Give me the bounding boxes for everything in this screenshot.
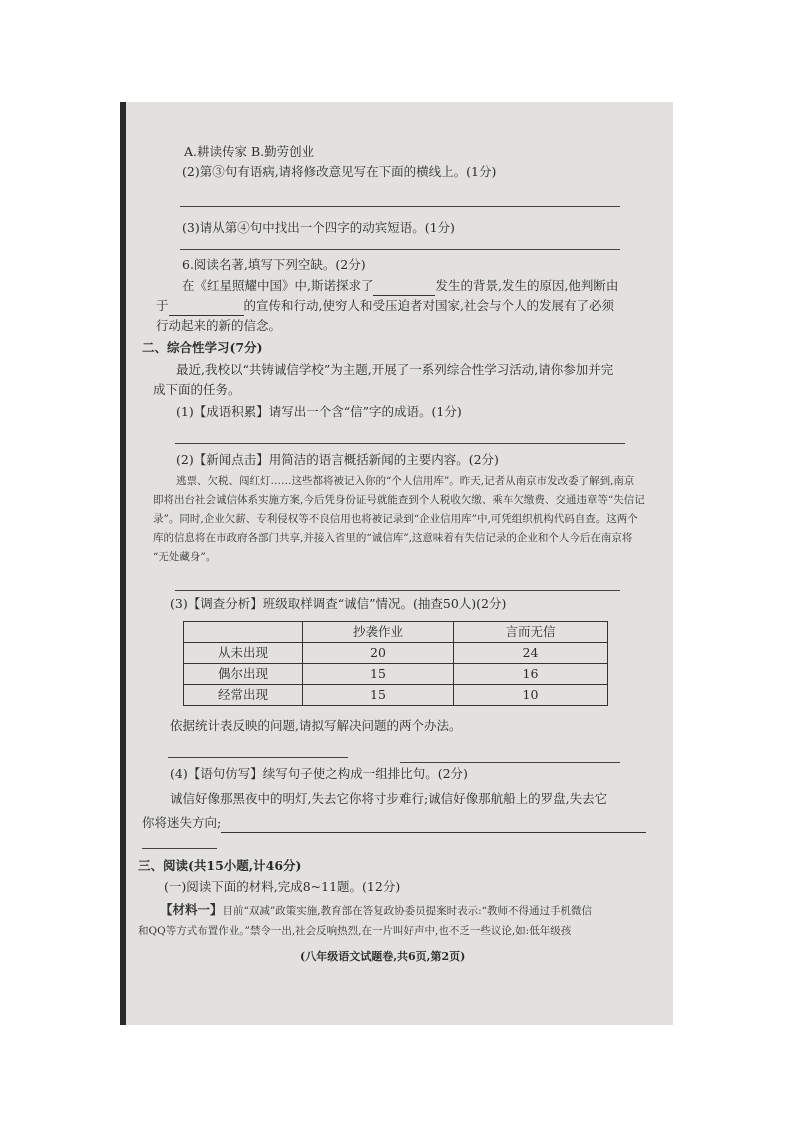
answer-line-task1[interactable] — [175, 443, 625, 444]
table-row — [184, 643, 608, 664]
task4-sentence: 诚信好像那黑夜中的明灯,失去它你将寸步难行;诚信好像那航船上的罗盘,失去它 — [170, 791, 608, 806]
material1-line — [160, 902, 592, 919]
task2: (2)【新闻点击】用简洁的语言概括新闻的主要内容。(2分) — [176, 452, 499, 467]
cell-copy-homework: 15 — [303, 664, 454, 685]
table-row — [184, 664, 608, 685]
cell-break-promise: 24 — [454, 643, 608, 664]
section3-heading: 三、阅读(共15小题,计46分) — [138, 858, 302, 873]
fill-blank-1[interactable] — [373, 278, 435, 296]
photographed-page — [120, 102, 673, 1025]
answer-line-q5-2[interactable] — [180, 206, 620, 207]
material1-text: 目前“双减”政策实施,教育部在答复政协委员提案时表示:“教师不得通过手机微信 — [222, 905, 592, 917]
exam-page — [120, 102, 673, 1025]
section2-heading: 二、综合性学习(7分) — [142, 340, 263, 355]
section2-intro: 最近,我校以“共铸诚信学校”为主题,开展了一系列综合性学习活动,请你参加并完 — [176, 362, 614, 377]
task3: (3)【调查分析】班级取样调查“诚信”情况。(抽查50人)(2分) — [170, 596, 507, 611]
news-line: 即将出台社会诚信体系实施方案,今后凭身份证号就能查到个人税收欠缴、乘车欠缴费、交通违章等“失信记 — [153, 494, 645, 506]
q6-text: 发生的背景,发生的原因,他判断由 — [435, 278, 619, 293]
table-header-row — [184, 622, 608, 643]
news-line: 逃票、欠税、闯红灯……这些都将被记入你的“个人信用库”。昨天,记者从南京市发改委了解到,南京 — [176, 475, 635, 487]
answer-line-task4[interactable] — [142, 848, 217, 849]
q6-text: 在《红星照耀中国》中,斯诺探求了 — [182, 278, 374, 293]
table-header-cell — [184, 622, 303, 643]
answer-line-task3a[interactable] — [168, 757, 348, 758]
q6-line3: 行动起来的新的信念。 — [156, 318, 282, 333]
material1-label: 【材料一】 — [160, 902, 223, 917]
cell-break-promise: 10 — [454, 685, 608, 706]
table-header-cell: 抄袭作业 — [303, 622, 454, 643]
news-line: 库的信息将在市政府各部门共享,并接入省里的“诚信库”,这意味着有失信记录的企业和个人今后在南京将 — [153, 532, 633, 544]
task4-sentence — [142, 815, 646, 833]
q6-text: 的宣传和行动,使穷人和受压迫者对国家,社会与个人的发展有了必须 — [243, 298, 614, 313]
material1-line: 和QQ等方式布置作业。”禁令一出,社会反响热烈,在一片叫好声中,也不乏一些议论,如:低年级孩 — [138, 925, 572, 937]
task1: (1)【成语积累】请写出一个含“信”字的成语。(1分) — [176, 404, 462, 419]
q5-part2: (2)第③句有语病,请将修改意见写在下面的横线上。(1分) — [182, 164, 497, 179]
fill-blank-task4[interactable] — [221, 815, 646, 833]
fill-blank-2[interactable] — [169, 298, 244, 316]
q6-line2 — [156, 298, 614, 316]
q6-text: 于 — [156, 298, 169, 313]
task4: (4)【语句仿写】续写句子使之构成一组排比句。(2分) — [170, 766, 468, 781]
table-row — [184, 685, 608, 706]
page-footer: (八年级语文试题卷,共6页,第2页) — [300, 950, 466, 963]
row-label: 从未出现 — [184, 643, 303, 664]
task4-text: 你将迷失方向; — [142, 815, 222, 830]
answer-line-task2[interactable] — [175, 590, 620, 591]
cell-copy-homework: 20 — [303, 643, 454, 664]
row-label: 经常出现 — [184, 685, 303, 706]
answer-line-task3b[interactable] — [400, 762, 620, 763]
survey-table — [183, 621, 608, 706]
cell-break-promise: 16 — [454, 664, 608, 685]
answer-line-q5-3[interactable] — [180, 249, 620, 250]
task3-prompt: 依据统计表反映的问题,请拟写解决问题的两个办法。 — [170, 718, 462, 733]
q6-line1 — [182, 278, 618, 296]
section2-intro: 成下面的任务。 — [153, 382, 241, 397]
news-line: “无处藏身”。 — [153, 551, 217, 563]
section3-sub: (一)阅读下面的材料,完成8~11题。(12分) — [164, 879, 401, 894]
table-header-cell: 言而无信 — [454, 622, 608, 643]
row-label: 偶尔出现 — [184, 664, 303, 685]
q5-options: A.耕读传家 B.勤劳创业 — [184, 144, 315, 159]
news-line: 录”。同时,企业欠薪、专利侵权等不良信用也将被记录到“企业信用库”中,可凭组织机构代码自查。这两个 — [153, 513, 638, 525]
q6-title: 6.阅读名著,填写下列空缺。(2分) — [182, 257, 366, 272]
q5-part3: (3)请从第④句中找出一个四字的动宾短语。(1分) — [182, 220, 455, 235]
cell-copy-homework: 15 — [303, 685, 454, 706]
